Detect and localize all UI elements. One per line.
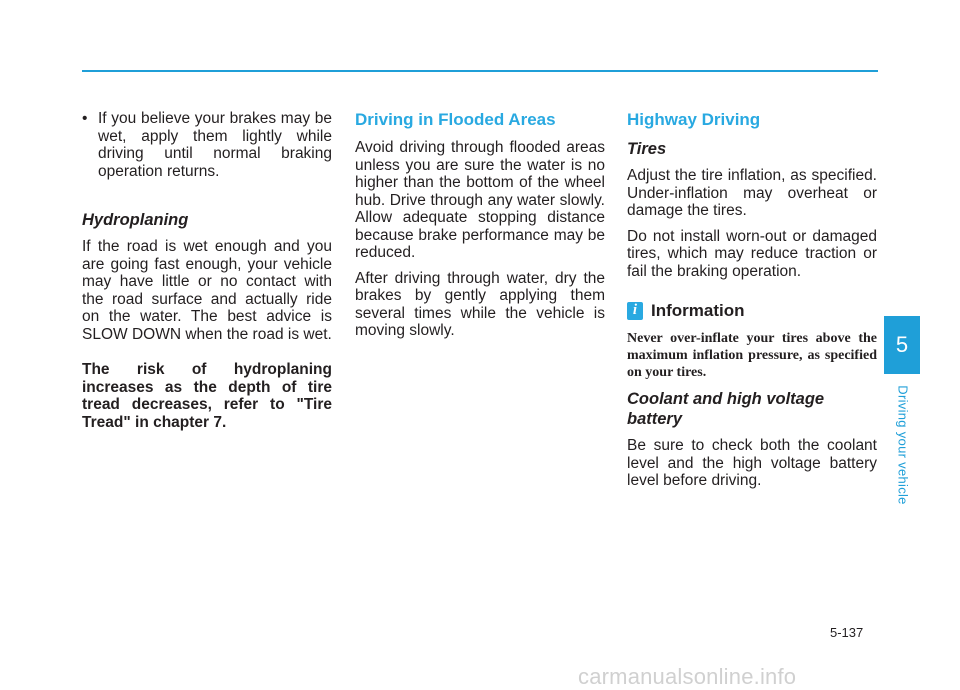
coolant-battery-text: Be sure to check both the coolant level and the high voltage battery level before driving.	[627, 437, 877, 489]
flooded-areas-text-2: After driving through water, dry the brakes by gently applying them several times while the vehicle is moving slowly.	[355, 269, 605, 339]
bullet-item	[82, 110, 332, 180]
tires-heading: Tires	[627, 140, 667, 158]
hydroplaning-warning: The risk of hydroplaning increases as the depth of tire tread decreases, refer to "Tire Tread" in chapter 7.	[82, 361, 332, 431]
chapter-label	[893, 385, 913, 505]
highway-driving-heading: Highway Driving	[627, 110, 761, 129]
tires-text-1: Adjust the tire inflation, as specified. Under-inflation may overheat or damage the tires.	[627, 167, 877, 219]
information-icon: i	[627, 302, 643, 320]
chapter-label-text: Driving your vehicle	[895, 385, 911, 505]
coolant-battery-heading: Coolant and high voltage battery	[627, 390, 825, 428]
information-text: Never over-inflate your tires above the maximum inflation pressure, as specified on your tires.	[627, 331, 877, 380]
flooded-areas-text-1: Avoid driving through flooded areas unless you are sure the water is no higher than the bottom of the wheel hub. Drive through any water slowly. Allow adequate stopping distance because brake performance may be reduced.	[355, 139, 605, 261]
column-1	[82, 110, 332, 439]
hydroplaning-text: If the road is wet enough and you are going fast enough, your vehicle may have little or no contact with the road surface and actually ride on the water. The best advice is SLOW DOWN when the road is wet.	[82, 238, 332, 343]
chapter-tab: 5	[884, 316, 920, 374]
page-number: 5-137	[830, 625, 864, 640]
information-header	[627, 302, 877, 320]
hydroplaning-heading: Hydroplaning	[82, 211, 189, 229]
watermark: carmanualsonline.info	[578, 664, 797, 689]
information-title: Information	[651, 301, 745, 321]
column-2	[355, 110, 605, 348]
bullet-dot: •	[82, 110, 88, 127]
flooded-areas-heading: Driving in Flooded Areas	[355, 110, 556, 129]
bullet-text: If you believe your brakes may be wet, apply them lightly while driving until normal braking operation returns.	[98, 110, 332, 180]
tires-text-2: Do not install worn-out or damaged tires, which may reduce traction or fail the braking operation.	[627, 227, 877, 280]
column-3	[627, 110, 877, 498]
top-rule	[82, 70, 878, 72]
